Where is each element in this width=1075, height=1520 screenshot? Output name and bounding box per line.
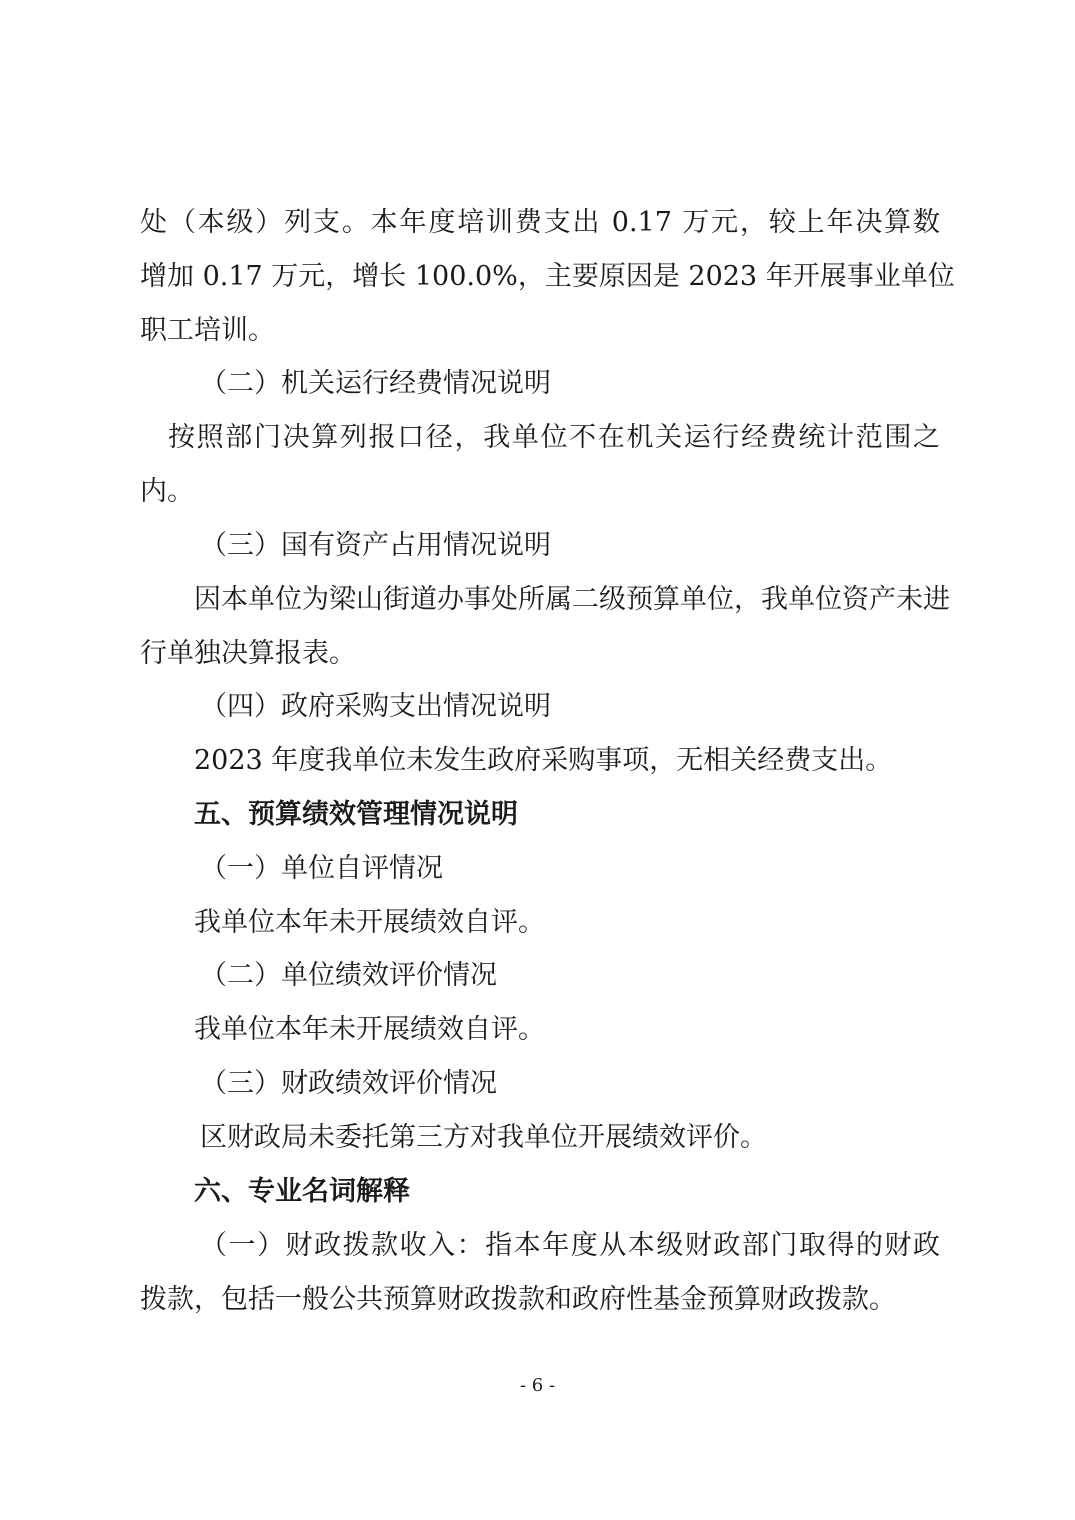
section-subheading: （一）单位自评情况 <box>200 853 443 884</box>
body-text-line: 区财政局未委托第三方对我单位开展绩效评价。 <box>200 1122 767 1153</box>
section-subheading: （三）财政绩效评价情况 <box>200 1068 497 1099</box>
body-text-line: 我单位本年未开展绩效自评。 <box>194 907 545 938</box>
page-number: - 6 - <box>519 1375 556 1396</box>
section-subheading: （二）单位绩效评价情况 <box>200 960 497 991</box>
body-text-line: （一）财政拨款收入：指本年度从本级财政部门取得的财政 <box>200 1230 940 1261</box>
section-subheading: （三）国有资产占用情况说明 <box>200 530 551 561</box>
body-text-line: 职工培训。 <box>140 315 275 346</box>
section-heading: 五、预算绩效管理情况说明 <box>194 799 518 830</box>
body-text-line: 拨款，包括一般公共预算财政拨款和政府性基金预算财政拨款。 <box>140 1284 896 1315</box>
section-subheading: （四）政府采购支出情况说明 <box>200 691 551 722</box>
body-text-line: 2023 年度我单位未发生政府采购事项，无相关经费支出。 <box>194 745 893 776</box>
body-text-line: 因本单位为梁山街道办事处所属二级预算单位，我单位资产未进 <box>194 584 950 615</box>
section-subheading: （二）机关运行经费情况说明 <box>200 368 551 399</box>
body-text-line: 我单位本年未开展绩效自评。 <box>194 1014 545 1045</box>
body-text-line: 行单独决算报表。 <box>140 638 356 669</box>
section-heading: 六、专业名词解释 <box>194 1176 410 1207</box>
body-text-line: 按照部门决算列报口径，我单位不在机关运行经费统计范围之 <box>168 422 940 453</box>
body-text-line: 增加 0.17 万元，增长 100.0%，主要原因是 2023 年开展事业单位 <box>140 261 955 292</box>
body-text-line: 处（本级）列支。本年度培训费支出 0.17 万元，较上年决算数 <box>140 207 940 238</box>
body-text-line: 内。 <box>140 476 194 507</box>
